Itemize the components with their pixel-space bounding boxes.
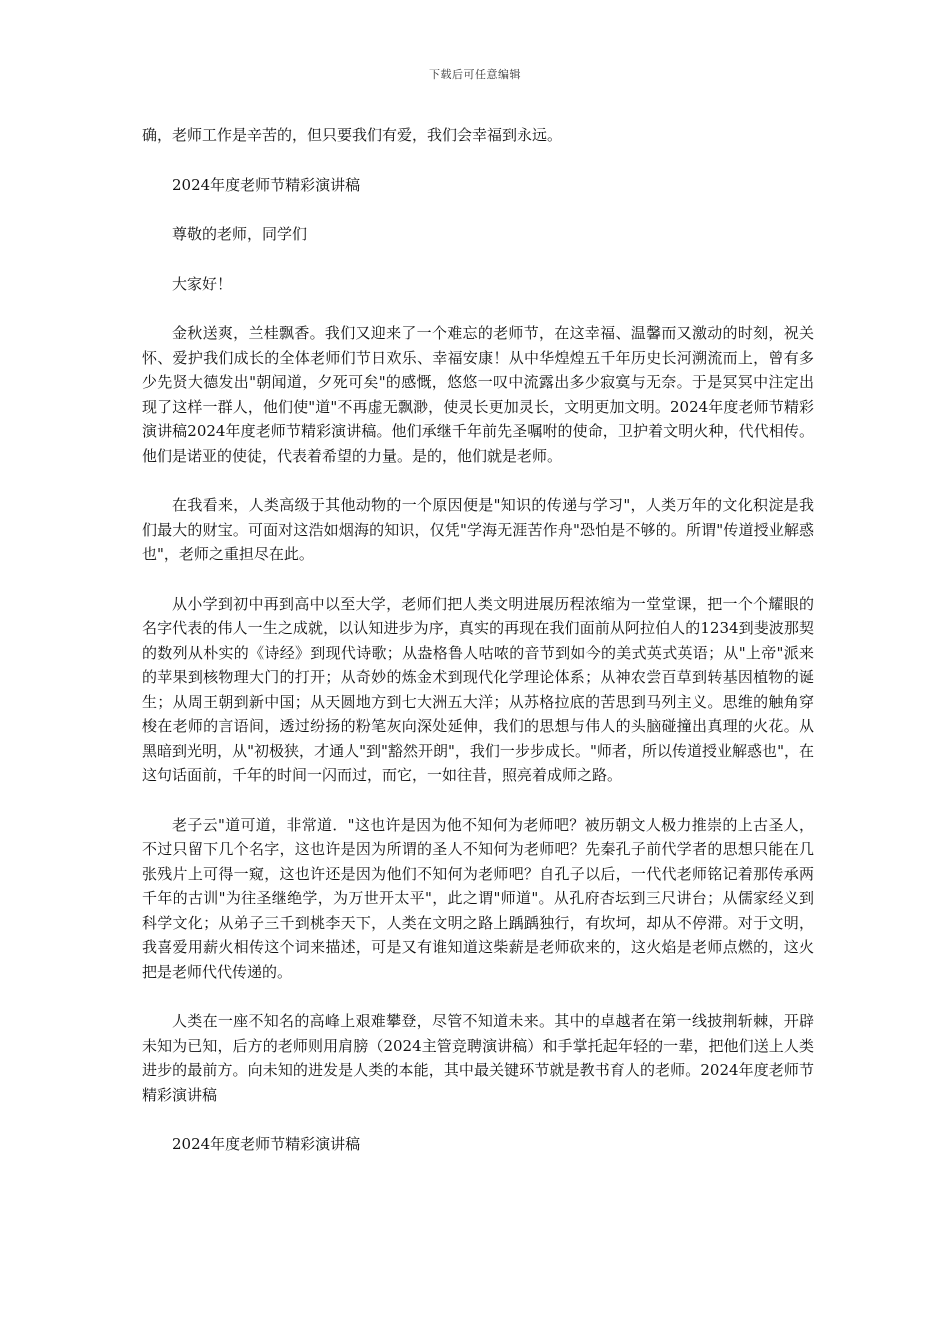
speech-title: 2024年度老师节精彩演讲稿 — [172, 175, 361, 194]
salutation: 尊敬的老师，同学们 — [172, 225, 308, 243]
body-paragraph: 人类在一座不知名的高峰上艰难攀登，尽管不知道未来。其中的卓越者在第一线披荆斩棘，开辟未知为已知，后方的老师则用肩膀（2024主管竞聘演讲稿）和手掌托起年轻的一辈，把他们送上人类进步的最前方。向未知的进发是人类的本能，其中最关键环节就是教书育人的老师。2024年度老师节精彩演讲稿 — [142, 1012, 814, 1104]
document-body — [142, 123, 814, 1157]
greeting: 大家好！ — [172, 274, 233, 293]
body-paragraph: 老子云"道可道，非常道．"这也许是因为他不知何为老师吧？被历朝文人极力推崇的上古圣人，不过只留下几个名字，这也许是因为所谓的圣人不知何为老师吧？先秦孔子前代学者的思想只能在几张残片上可得一窥，这也许还是因为他们不知何为老师吧？自孔子以后，一代代老师铭记着那传承两千年的古训"为往圣继绝学，为万世开太平"，此之谓"师道"。从孔府杏坛到三尺讲台；从儒家经义到科学文化；从弟子三千到桃李天下，人类在文明之路上踽踽独行，有坎坷，却从不停滞。对于文明，我喜爱用薪火相传这个词来描述，可是又有谁知道这柴薪是老师砍来的，这火焰是老师点燃的，这火把是老师代代传递的。 — [142, 815, 814, 981]
body-paragraph: 金秋送爽，兰桂飘香。我们又迎来了一个难忘的老师节，在这幸福、温馨而又激动的时刻，祝关怀、爱护我们成长的全体老师们节日欢乐、幸福安康！从中华煌煌五千年历史长河溯流而上，曾有多少先贤大德发出"朝闻道，夕死可矣"的感慨，悠悠一叹中流露出多少寂寞与无奈。于是冥冥中注定出现了这样一群人，他们使"道"不再虚无飘渺，使灵长更加灵长，文明更加文明。2024年度老师节精彩演讲稿2024年度老师节精彩演讲稿。他们承继千年前先圣嘱咐的使命，卫护着文明火种，代代相传。他们是诺亚的使徒，代表着希望的力量。是的，他们就是老师。 — [142, 324, 814, 465]
closing-title: 2024年度老师节精彩演讲稿 — [172, 1135, 361, 1153]
paragraph-continuation: 确，老师工作是辛苦的，但只要我们有爱，我们会幸福到永远。 — [142, 126, 563, 144]
page-header: 下载后可任意编辑 — [429, 68, 521, 81]
body-paragraph: 从小学到初中再到高中以至大学，老师们把人类文明进展历程浓缩为一堂堂课，把一个个耀眼的名字代表的伟人一生之成就，以认知进步为序，真实的再现在我们面前从阿拉伯人的1234到斐波那契的数列从朴实的《诗经》到现代诗歌；从盎格鲁人咕哝的音节到如今的美式英式英语；从"上帝"派来的苹果到核物理大门的打开；从奇妙的炼金术到现代化学理论体系；从神农尝百草到转基因植物的诞生；从周王朝到新中国；从天圆地方到七大洲五大洋；从苏格拉底的苦思到马列主义。思维的触角穿梭在老师的言语间，透过纷扬的粉笔灰向深处延伸，我们的思想与伟人的头脑碰撞出真理的火花。从黑暗到光明，从"初极狭，才通人"到"豁然开朗"，我们一步步成长。"师者，所以传道授业解惑也"，在这句话面前，千年的时间一闪而过，而它，一如往昔，照亮着成师之路。 — [142, 594, 814, 784]
body-paragraph: 在我看来，人类高级于其他动物的一个原因便是"知识的传递与学习"，人类万年的文化积淀是我们最大的财宝。可面对这浩如烟海的知识，仅凭"学海无涯苦作舟"恐怕是不够的。所谓"传道授业解惑也"，老师之重担尽在此。 — [142, 496, 814, 563]
